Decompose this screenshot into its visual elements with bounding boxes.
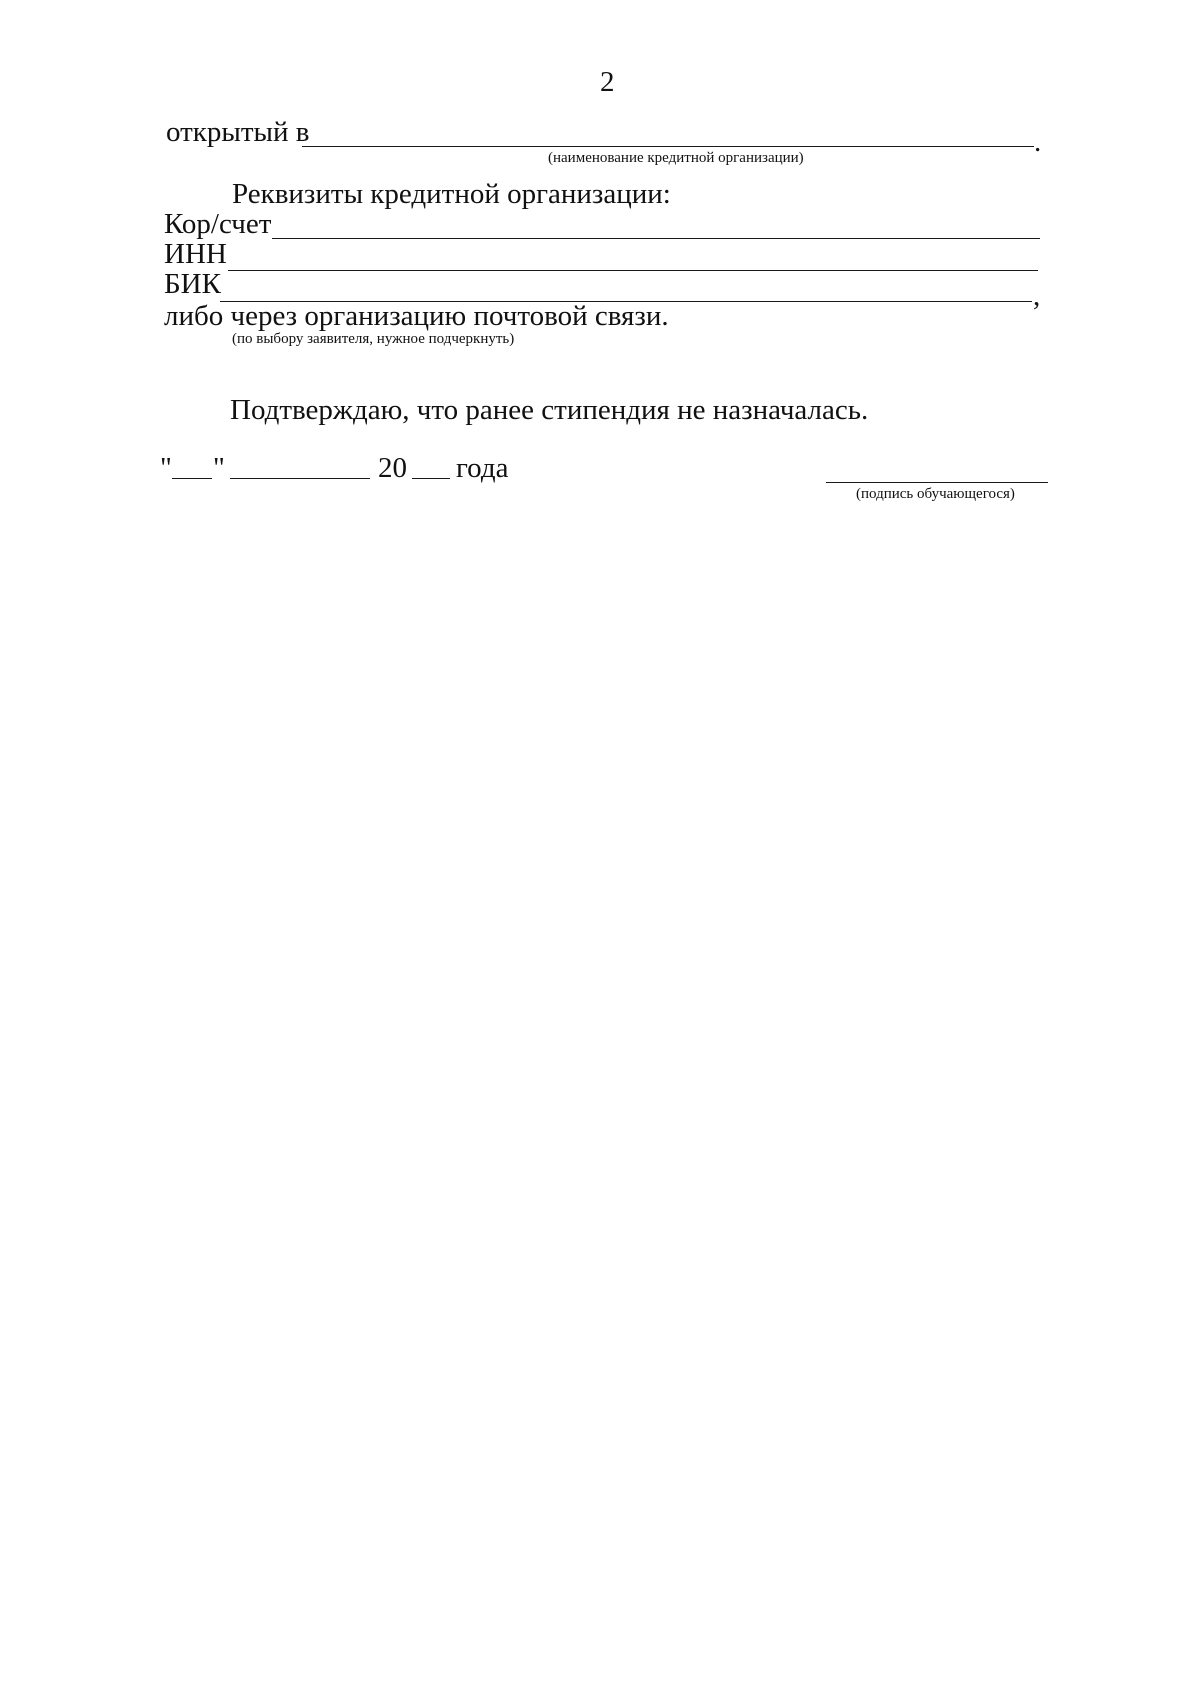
date-open-quote: " [160,452,172,484]
date-day-field[interactable] [172,478,212,479]
signature-field[interactable] [826,482,1048,483]
cor-account-label: Кор/счет [164,208,272,240]
bank-name-field[interactable] [302,146,1034,147]
confirmation-text: Подтверждаю, что ранее стипендия не назначалась. [230,394,869,426]
opened-in-label: открытый в [166,116,310,148]
date-close-quote: " [213,452,225,484]
cor-account-field[interactable] [272,238,1040,239]
date-century: 20 [378,452,407,484]
postal-option-caption: (по выбору заявителя, нужное подчеркнуть) [232,331,515,347]
bank-name-caption: (наименование кредитной организации) [548,150,804,166]
inn-label: ИНН [164,238,227,270]
requisites-heading: Реквизиты кредитной организации: [232,178,671,210]
signature-caption: (подпись обучающегося) [856,486,1015,502]
bik-end-comma: , [1033,280,1041,312]
date-year-word: года [456,452,509,484]
date-year-field[interactable] [412,478,450,479]
date-month-field[interactable] [230,478,370,479]
page-number: 2 [600,66,615,98]
bank-end-period: . [1034,126,1042,158]
inn-field[interactable] [228,270,1038,271]
bik-label: БИК [164,268,221,300]
postal-option-text: либо через организацию почтовой связи. [164,300,669,332]
